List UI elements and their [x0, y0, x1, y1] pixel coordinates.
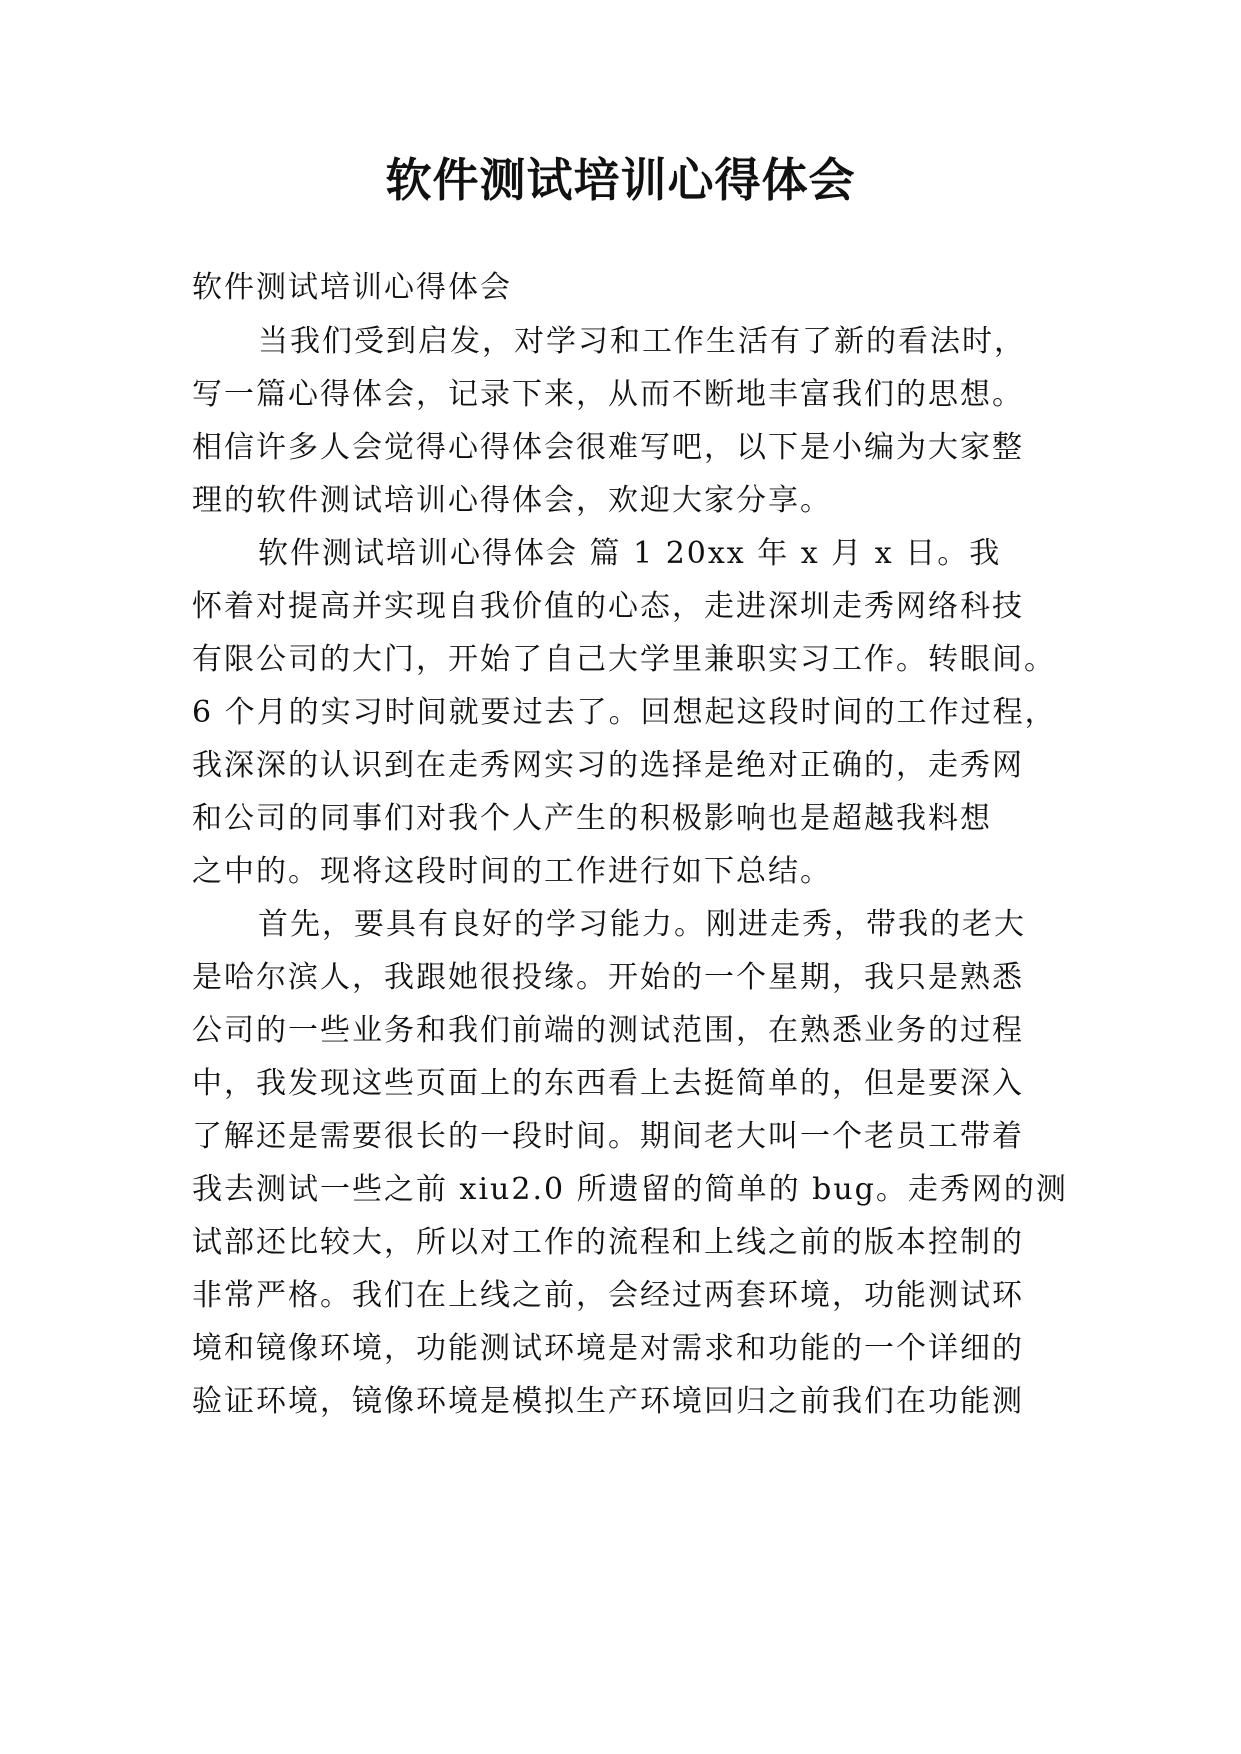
- paragraph-line: 我深深的认识到在走秀网实习的选择是绝对正确的，走秀网: [192, 748, 1024, 783]
- document-subtitle: 软件测试培训心得体会: [192, 270, 512, 305]
- paragraph-line: 和公司的同事们对我个人产生的积极影响也是超越我料想: [192, 801, 992, 836]
- paragraph-line: 有限公司的大门，开始了自己大学里兼职实习工作。转眼间。: [192, 642, 1056, 677]
- paragraph-line: 试部还比较大，所以对工作的流程和上线之前的版本控制的: [192, 1225, 1024, 1260]
- paragraph-line: 是哈尔滨人，我跟她很投缘。开始的一个星期，我只是熟悉: [192, 960, 1024, 995]
- paragraph-line: 首先，要具有良好的学习能力。刚进走秀，带我的老大: [258, 907, 1026, 942]
- paragraph-line: 非常严格。我们在上线之前，会经过两套环境，功能测试环: [192, 1278, 1024, 1313]
- paragraph-line: 我去测试一些之前 xiu2.0 所遗留的简单的 bug。走秀网的测: [192, 1172, 1068, 1207]
- paragraph-line: 相信许多人会觉得心得体会很难写吧，以下是小编为大家整: [192, 430, 1024, 465]
- paragraph-line: 软件测试培训心得体会 篇 1 20xx 年 x 月 x 日。我: [258, 536, 1002, 571]
- paragraph-line: 境和镜像环境，功能测试环境是对需求和功能的一个详细的: [192, 1331, 1024, 1366]
- paragraph-line: 怀着对提高并实现自我价值的心态，走进深圳走秀网络科技: [192, 589, 1024, 624]
- paragraph-line: 验证环境，镜像环境是模拟生产环境回归之前我们在功能测: [192, 1384, 1024, 1419]
- paragraph-line: 6 个月的实习时间就要过去了。回想起这段时间的工作过程，: [192, 695, 1057, 730]
- paragraph-line: 中，我发现这些页面上的东西看上去挺简单的，但是要深入: [192, 1066, 1024, 1101]
- paragraph-line: 公司的一些业务和我们前端的测试范围，在熟悉业务的过程: [192, 1013, 1024, 1048]
- paragraph-line: 理的软件测试培训心得体会，欢迎大家分享。: [192, 483, 832, 518]
- paragraph-line: 了解还是需要很长的一段时间。期间老大叫一个老员工带着: [192, 1119, 1024, 1154]
- paragraph-line: 之中的。现将这段时间的工作进行如下总结。: [192, 854, 832, 889]
- document-title: 软件测试培训心得体会: [385, 153, 856, 207]
- paragraph-line: 当我们受到启发，对学习和工作生活有了新的看法时，: [258, 324, 1026, 359]
- paragraph-line: 写一篇心得体会，记录下来，从而不断地丰富我们的思想。: [192, 377, 1024, 412]
